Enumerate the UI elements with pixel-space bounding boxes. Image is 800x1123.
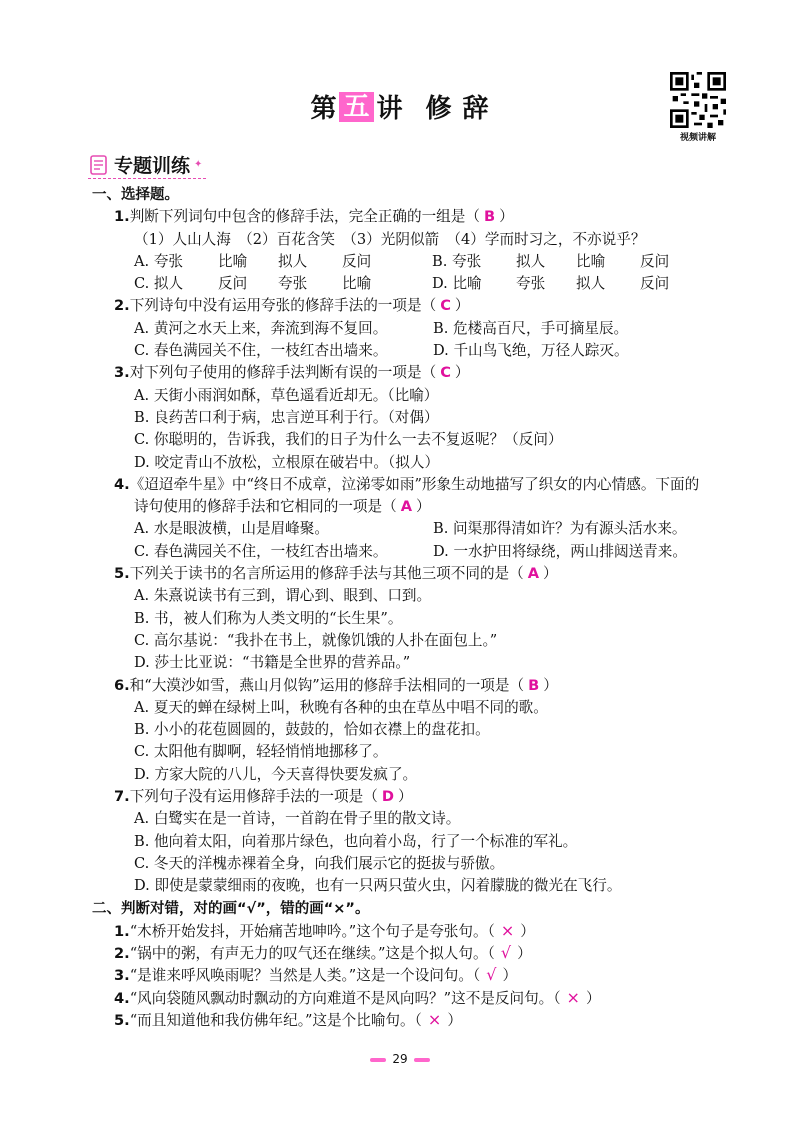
page-number-text: 29 (392, 1052, 408, 1066)
judge-item: 1.“木桥开始发抖，开始痛苦地呻吟。”这个句子是夸张句。（ × ） (114, 920, 535, 940)
question-2-options-cd: C. 春色满园关不住，一枝红杏出墙来。 D. 千山鸟飞绝，万径人踪灭。 (134, 342, 629, 360)
cross-mark-icon: × (500, 920, 515, 940)
qr-code-icon (670, 72, 726, 128)
question-3-option-d: D. 咬定青山不放松，立根原在破岩中。（拟人） (134, 453, 440, 471)
page-bar-right (414, 1058, 430, 1062)
part1-heading: 一、选择题。 (92, 187, 179, 203)
question-3-option-a: A. 天街小雨润如酥，草色遥看近却无。（比喻） (134, 386, 439, 404)
question-5: 5.下列关于读书的名言所运用的修辞手法与其他三项不同的是（ A ） (114, 565, 558, 583)
question-4-options-ab: A. 水是眼波横，山是眉峰聚。 B. 问渠那得清如许？为有源头活水来。 (134, 520, 687, 538)
question-7: 7.下列句子没有运用修辞手法的一项是（ D ） (114, 788, 413, 806)
question-6-option-c: C. 太阳他有脚啊，轻轻悄悄地挪移了。 (134, 743, 388, 761)
answer-6: B (528, 676, 540, 694)
page-bar-left (370, 1058, 386, 1062)
section-underline (88, 178, 206, 179)
question-3: 3.对下列句子使用的修辞手法判断有误的一项是（ C ） (114, 364, 470, 382)
answer-2: C (440, 297, 451, 315)
qr-caption: 视频讲解 (679, 133, 716, 143)
section-header (88, 151, 203, 178)
question-5-option-d: D. 莎士比亚说：“书籍是全世界的营养品。” (134, 654, 411, 672)
page-title (310, 88, 489, 125)
question-7-option-d: D. 即使是蒙蒙细雨的夜晚，也有一只两只萤火虫，闪着朦胧的微光在飞行。 (134, 877, 622, 895)
title-suffix: 讲 (376, 94, 404, 124)
title-highlight: 五 (339, 92, 374, 122)
section-title: 专题训练 (114, 155, 191, 177)
answer-4: A (400, 498, 412, 516)
question-7-option-c: C. 冬天的洋槐赤裸着全身，向我们展示它的挺拔与骄傲。 (134, 854, 505, 872)
sparkle-icon: ✦ (194, 159, 204, 170)
judge-item: 3.“是谁来呼风唤雨呢？当然是人类。”这是一个设问句。（ √ ） (114, 965, 518, 985)
question-4-options-cd: C. 春色满园关不住，一枝红杏出墙来。 D. 一水护田将绿绕，两山排闼送青来。 (134, 542, 687, 560)
question-6: 6.和“大漠沙如雪，燕山月似钩”运用的修辞手法相同的一项是（ B ） (114, 676, 558, 694)
answer-1: B (483, 208, 496, 226)
judge-item: 2.“锅中的粥，有声无力的叹气还在继续。”这是个拟人句。（ √ ） (114, 943, 532, 963)
page-number (0, 1052, 800, 1066)
question-7-option-a: A. 白鹭实在是一首诗，一首韵在骨子里的散文诗。 (134, 810, 461, 828)
check-mark-icon: √ (500, 943, 512, 963)
question-5-option-c: C. 高尔基说：“我扑在书上，就像饥饿的人扑在面包上。” (134, 631, 498, 649)
worksheet-content (92, 184, 732, 1031)
question-1: 1.判断下列词句中包含的修辞手法，完全正确的一组是（ B ） (114, 208, 514, 226)
question-2: 2.下列诗句中没有运用夸张的修辞手法的一项是（ C ） (114, 297, 470, 315)
question-4: 4.《迢迢牵牛星》中“终日不成章，泣涕零如雨”形象生动地描写了织女的内心情感。下面的 (114, 475, 700, 493)
question-5-option-b: B. 书，被人们称为人类文明的“长生果”。 (134, 609, 403, 627)
answer-7: D (381, 788, 394, 806)
title-topic: 修 辞 (425, 94, 490, 124)
question-6-option-a: A. 夏天的蝉在绿树上叫，秋晚有各种的虫在草丛中唱不同的歌。 (134, 698, 548, 716)
check-mark-icon: √ (486, 965, 497, 985)
answer-3: C (440, 364, 451, 382)
judge-item: 5.“而且知道他和我仿佛年纪。”这是个比喻句。（ × ） (114, 1009, 462, 1029)
judge-item: 4.“风向袋随风飘动时飘动的方向难道不是风向吗？”这不是反问句。（ × ） (114, 987, 601, 1007)
answer-5: A (527, 565, 540, 583)
question-3-option-b: B. 良药苦口利于病，忠言逆耳利于行。（对偶） (134, 408, 439, 426)
notebook-icon (88, 154, 110, 176)
title-prefix: 第 (310, 94, 338, 124)
question-6-option-d: D. 方家大院的八儿，今天喜得快要发疯了。 (134, 765, 418, 783)
question-4-cont: 诗句使用的修辞手法和它相同的一项是（ A ） (134, 498, 431, 516)
cross-mark-icon: × (427, 1009, 442, 1029)
qr-code[interactable] (668, 72, 728, 143)
question-7-option-b: B. 他向着太阳，向着那片绿色，也向着小岛，行了一个标准的军礼。 (134, 832, 578, 850)
question-1-items: （1）人山人海 （2）百花含笑 （3）光阴似箭 （4）学而时习之，不亦说乎？ (134, 230, 646, 248)
question-3-option-c: C. 你聪明的，告诉我，我们的日子为什么一去不复返呢？（反问） (134, 431, 563, 449)
question-5-option-a: A. 朱熹说读书有三到，谓心到、眼到、口到。 (134, 587, 432, 605)
question-1-options-cd: C. 拟人 反问 夸张 比喻 D. 比喻 夸张 拟人 反问 (134, 275, 670, 293)
question-2-options-ab: A. 黄河之水天上来，奔流到海不复回。 B. 危楼高百尺，手可摘星辰。 (134, 319, 629, 337)
part2-heading: 二、判断对错，对的画“√”，错的画“×”。 (92, 900, 370, 917)
question-1-options-ab: A. 夸张 比喻 拟人 反问 B. 夸张 拟人 比喻 反问 (134, 252, 670, 270)
question-6-option-b: B. 小小的花苞圆圆的，鼓鼓的，恰如衣襟上的盘花扣。 (134, 721, 490, 739)
cross-mark-icon: × (566, 987, 580, 1007)
